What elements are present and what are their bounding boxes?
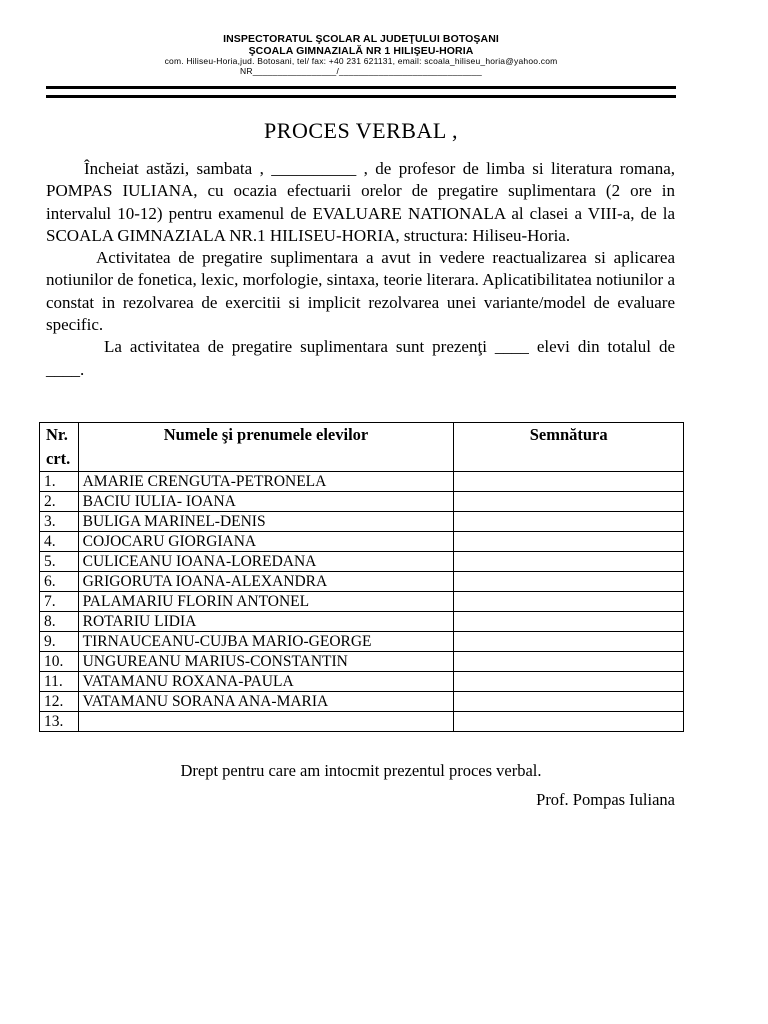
paragraph-intro: Încheiat astăzi, sambata , __________ , de profesor de limba si literatura romana, POMPAS IULIANA, cu ocazia efectuarii orelor de pregatire suplimentara (2 ore in intervalul 10-12) pentru examenul de EVALUARE NATIONALA al clasei a VIII-a, de la SCOALA GIMNAZIALA NR.1 HILISEU-HORIA, structura: Hiliseu-Horia.	[46, 159, 675, 245]
row-number-cell: 13.	[40, 712, 79, 732]
table-row	[40, 552, 684, 572]
document-header	[46, 33, 676, 77]
signature-cell	[454, 492, 684, 512]
student-name-cell: AMARIE CRENGUTA-PETRONELA	[78, 472, 454, 492]
table-row	[40, 592, 684, 612]
table-row	[40, 652, 684, 672]
row-number-cell: 1.	[40, 472, 79, 492]
signature-cell	[454, 472, 684, 492]
column-header-nr-line2: crt.	[46, 449, 71, 468]
table-row	[40, 492, 684, 512]
row-number-cell: 7.	[40, 592, 79, 612]
signature-cell	[454, 552, 684, 572]
table-row	[40, 672, 684, 692]
table-row	[40, 512, 684, 532]
signature-cell	[454, 692, 684, 712]
table-row	[40, 632, 684, 652]
signature-cell	[454, 632, 684, 652]
student-name-cell: PALAMARIU FLORIN ANTONEL	[78, 592, 454, 612]
table-row	[40, 692, 684, 712]
school-contact: com. Hiliseu-Horia,jud. Botosani, tel/ fax: +40 231 621131, email: scoala_hiliseu_horia@yahoo.com	[164, 56, 558, 67]
column-header-nr-line1: Nr.	[46, 425, 68, 444]
row-number-cell: 4.	[40, 532, 79, 552]
row-number-cell: 6.	[40, 572, 79, 592]
student-name-cell: BULIGA MARINEL-DENIS	[78, 512, 454, 532]
student-name-cell: COJOCARU GIORGIANA	[78, 532, 454, 552]
signature-cell	[454, 652, 684, 672]
table-header-row	[40, 423, 684, 472]
table-row	[40, 572, 684, 592]
signature-cell	[454, 532, 684, 552]
student-name-cell: GRIGORUTA IOANA-ALEXANDRA	[78, 572, 454, 592]
inspectorate-name: INSPECTORATUL ŞCOLAR AL JUDEŢULUI BOTOŞANI	[223, 33, 499, 45]
student-name-cell: TIRNAUCEANU-CUJBA MARIO-GEORGE	[78, 632, 454, 652]
student-name-cell: VATAMANU SORANA ANA-MARIA	[78, 692, 454, 712]
document-title: PROCES VERBAL ,	[264, 118, 458, 143]
student-name-cell: ROTARIU LIDIA	[78, 612, 454, 632]
row-number-cell: 2.	[40, 492, 79, 512]
teacher-signature: Prof. Pompas Iuliana	[536, 790, 675, 809]
student-name-cell: CULICEANU IOANA-LOREDANA	[78, 552, 454, 572]
row-number-cell: 12.	[40, 692, 79, 712]
column-header-signature: Semnătura	[454, 423, 684, 472]
student-name-cell: VATAMANU ROXANA-PAULA	[78, 672, 454, 692]
student-name-cell: BACIU IULIA- IOANA	[78, 492, 454, 512]
row-number-cell: 8.	[40, 612, 79, 632]
student-name-cell	[78, 712, 454, 732]
table-row	[40, 472, 684, 492]
signature-cell	[454, 572, 684, 592]
student-name-cell: UNGUREANU MARIUS-CONSTANTIN	[78, 652, 454, 672]
signature-cell	[454, 512, 684, 532]
document-body	[46, 158, 675, 381]
table-row	[40, 532, 684, 552]
header-divider-bottom	[46, 95, 676, 98]
column-header-name: Numele şi prenumele elevilor	[78, 423, 454, 472]
table-row	[40, 712, 684, 732]
row-number-cell: 11.	[40, 672, 79, 692]
signature-cell	[454, 672, 684, 692]
registration-number: NR_________________/_____________________________	[240, 65, 482, 76]
students-table	[39, 422, 684, 732]
row-number-cell: 10.	[40, 652, 79, 672]
paragraph-attendance: La activitatea de pregatire suplimentara sunt prezenţi ____ elevi din totalul de ____.	[46, 337, 675, 379]
school-name: ŞCOALA GIMNAZIALĂ NR 1 HILIŞEU-HORIA	[248, 45, 474, 58]
signature-cell	[454, 592, 684, 612]
table-row	[40, 612, 684, 632]
row-number-cell: 9.	[40, 632, 79, 652]
paragraph-activity: Activitatea de pregatire suplimentara a avut in vedere reactualizarea si aplicarea notiunilor de fonetica, lexic, morfologie, sintaxa, teorie literara. Aplicatibilitatea notiunilor a constat in rezolvarea de exercitii si implicit rezolvarea unei variante/model de evaluare specific.	[46, 248, 675, 335]
header-divider-top	[46, 86, 676, 89]
signature-cell	[454, 712, 684, 732]
closing-statement: Drept pentru care am intocmit prezentul proces verbal.	[180, 761, 542, 780]
column-header-nr	[40, 423, 79, 472]
row-number-cell: 3.	[40, 512, 79, 532]
row-number-cell: 5.	[40, 552, 79, 572]
signature-cell	[454, 612, 684, 632]
